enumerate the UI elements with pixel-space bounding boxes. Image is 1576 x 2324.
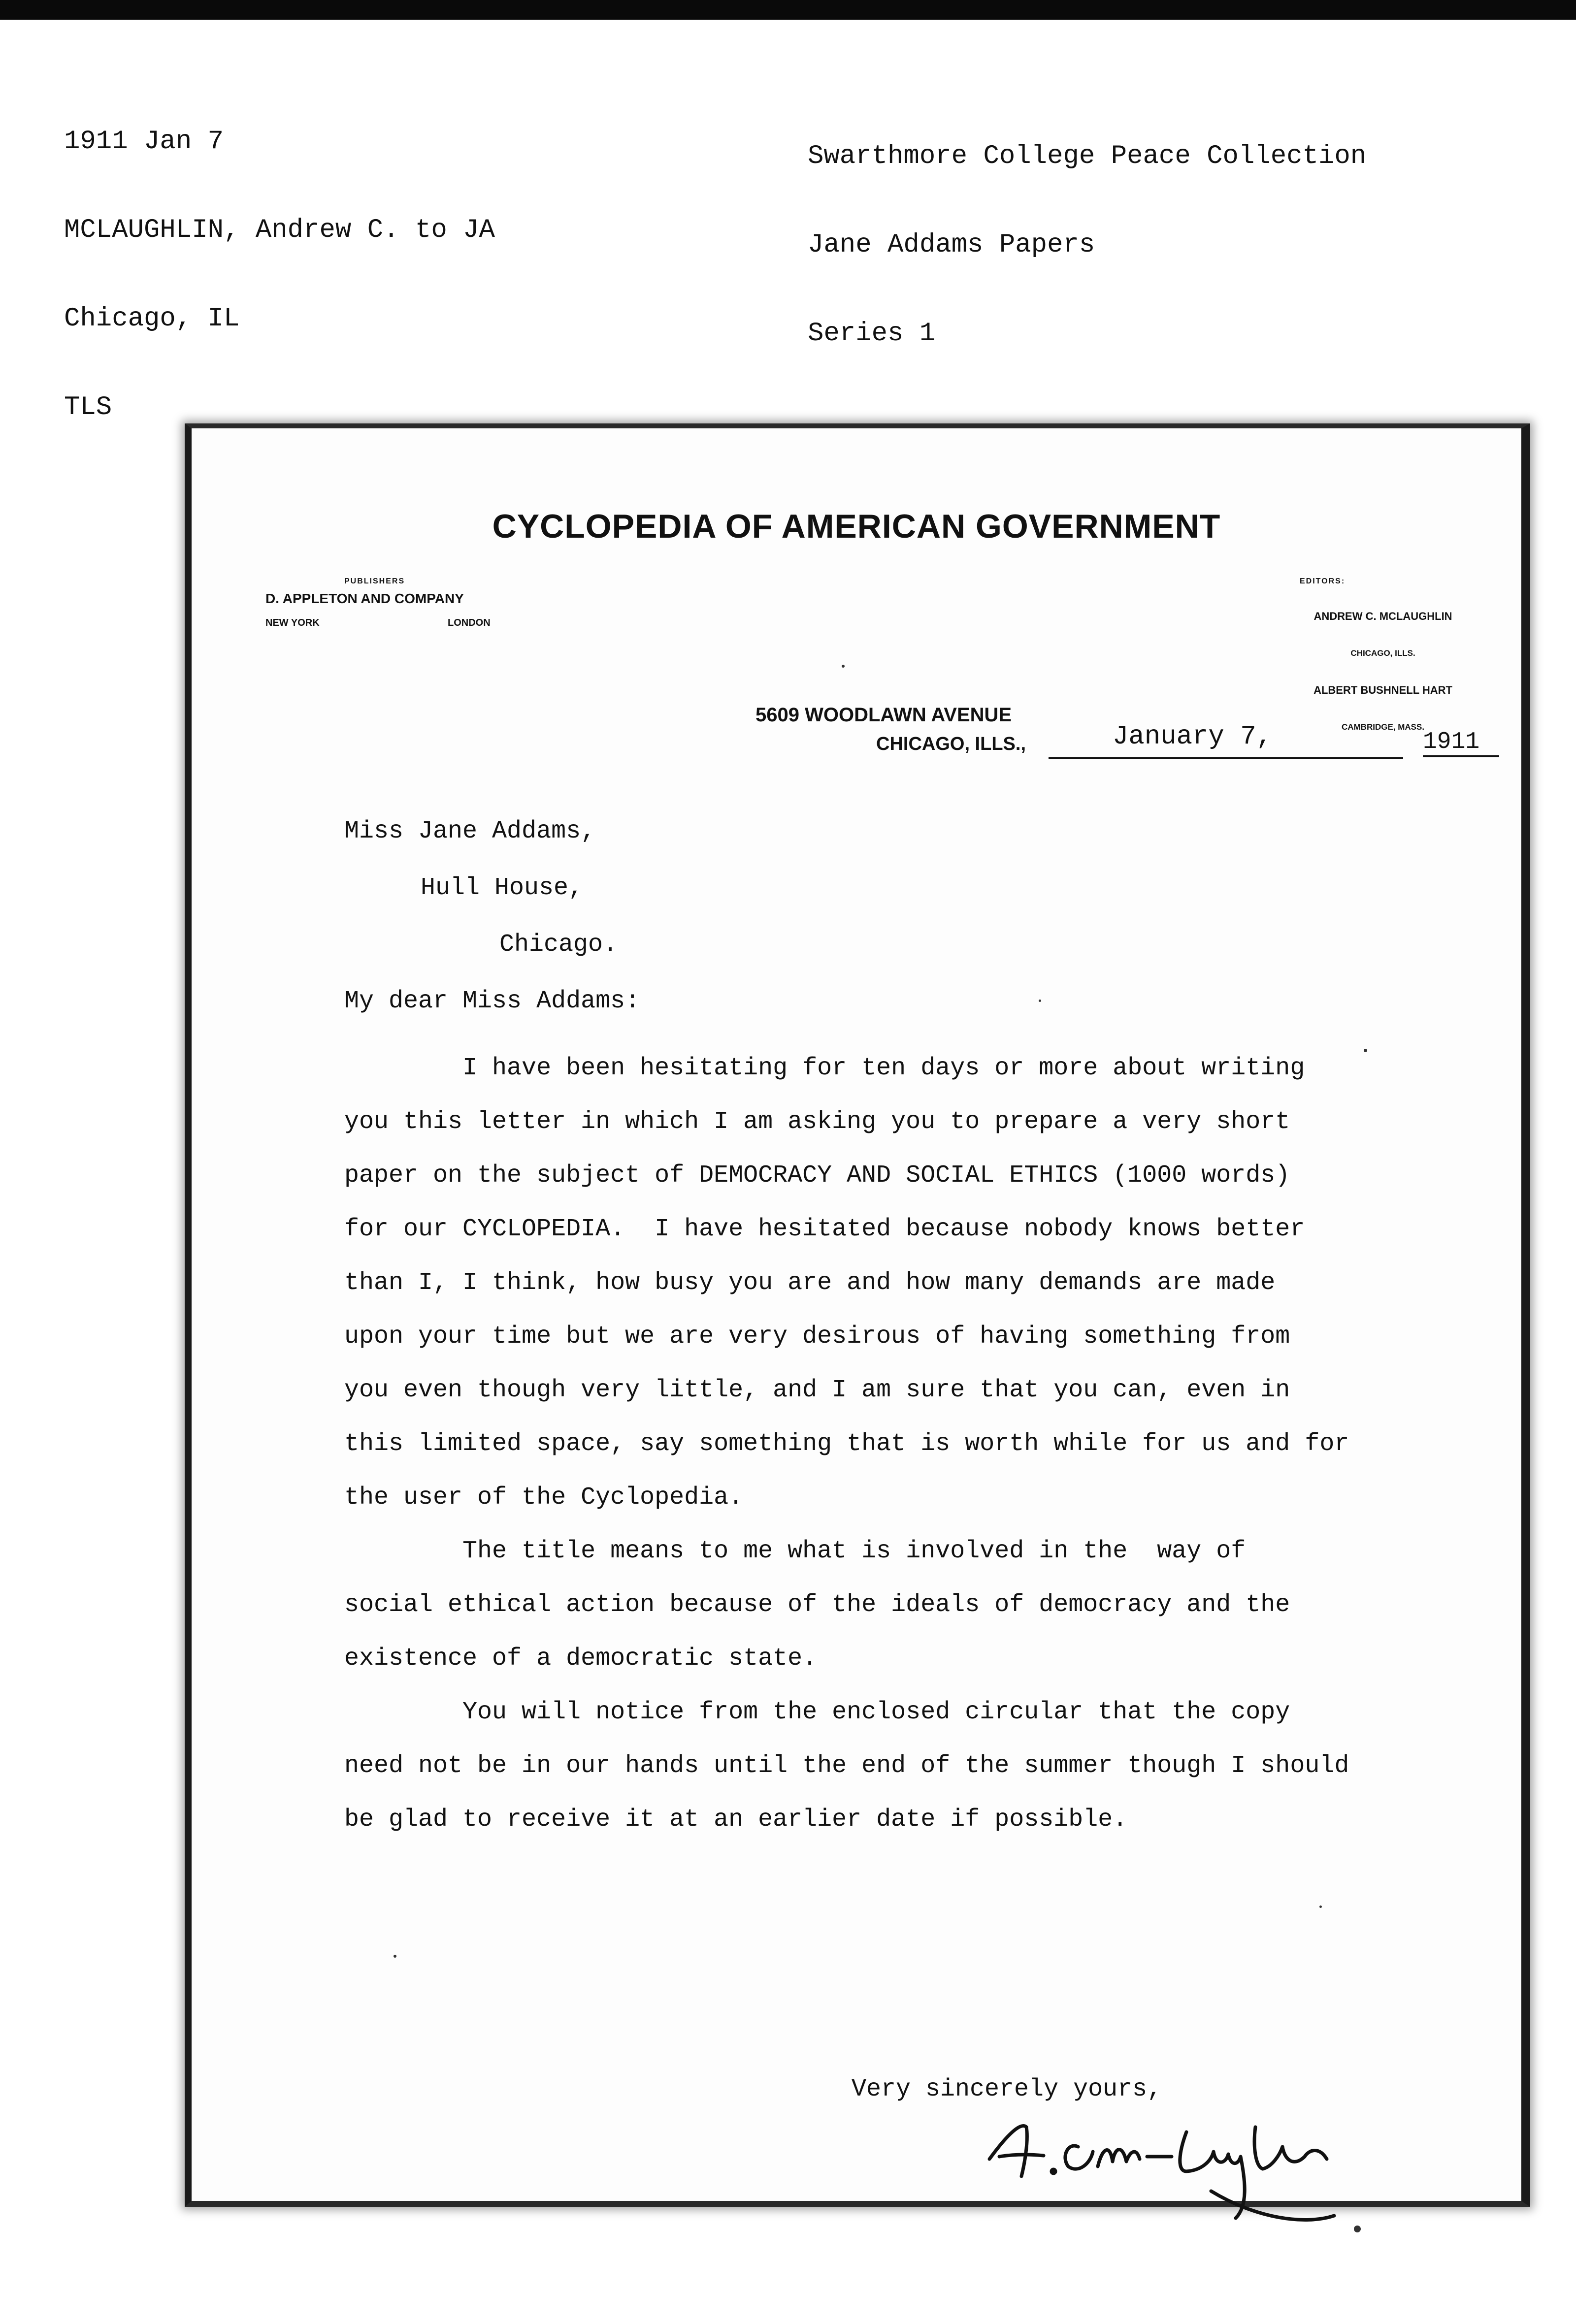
address-street: 5609 WOODLAWN AVENUE <box>755 704 1012 726</box>
catalog-place: Chicago, IL <box>64 304 240 334</box>
body-line: you this letter in which I am asking you to prepare a very short <box>344 1108 1290 1136</box>
scan-speckle <box>1354 2226 1361 2232</box>
body-line: I have been hesitating for ten days or more about writing <box>344 1054 1305 1082</box>
body-line: the user of the Cyclopedia. <box>344 1484 744 1512</box>
scan-speckle <box>1319 1905 1322 1908</box>
letter-body <box>344 1041 1349 1846</box>
series-name: Series 1 <box>808 319 936 349</box>
closing: Very sincerely yours, <box>852 2075 1162 2103</box>
handwritten-signature <box>980 2112 1364 2230</box>
body-line: upon your time but we are very desirous of having something from <box>344 1323 1290 1351</box>
publishers-label: PUBLISHERS <box>344 577 405 585</box>
body-line: you even though very little, and I am sure that you can, even in <box>344 1376 1290 1404</box>
address-city: CHICAGO, ILLS., <box>876 734 1026 754</box>
editor-name: ALBERT BUSHNELL HART <box>1313 684 1452 696</box>
body-line: than I, I think, how busy you are and how many demands are made <box>344 1269 1276 1297</box>
letterhead-title: CYCLOPEDIA OF AMERICAN GOVERNMENT <box>492 508 1221 545</box>
editor-place: CAMBRIDGE, MASS. <box>1341 722 1425 732</box>
publisher-city-london: LONDON <box>448 617 491 628</box>
editor-place: CHICAGO, ILLS. <box>1350 648 1415 658</box>
scan-speckle <box>842 665 845 668</box>
editor-name: ANDREW C. MCLAUGHLIN <box>1313 610 1452 622</box>
catalog-label-right <box>808 83 1366 378</box>
catalog-label-left <box>64 68 495 452</box>
publisher-city-new-york: NEW YORK <box>265 617 320 628</box>
editors-label: EDITORS: <box>1300 577 1346 585</box>
body-line: this limited space, say something that is worth while for us and for <box>344 1430 1349 1458</box>
scan-speckle <box>394 1955 396 1958</box>
catalog-correspondents: MCLAUGHLIN, Andrew C. to JA <box>64 215 495 245</box>
collection-name: Swarthmore College Peace Collection <box>808 141 1367 171</box>
body-line: social ethical action because of the ideals of democracy and the <box>344 1591 1290 1619</box>
body-line: need not be in our hands until the end of the summer though I should <box>344 1752 1349 1780</box>
catalog-doc-type: TLS <box>64 392 112 422</box>
addressee-street: Hull House, <box>421 874 584 902</box>
scan-speckle <box>1364 1049 1367 1052</box>
addressee-name: Miss Jane Addams, <box>344 817 596 845</box>
catalog-date: 1911 Jan 7 <box>64 127 224 157</box>
papers-name: Jane Addams Papers <box>808 230 1095 260</box>
body-line: paper on the subject of DEMOCRACY AND SOCIAL ETHICS (1000 words) <box>344 1162 1290 1190</box>
body-line: be glad to receive it at an earlier date if possible. <box>344 1806 1128 1834</box>
body-line: The title means to me what is involved in the way of <box>344 1537 1246 1565</box>
letter-year: 1911 <box>1423 729 1499 757</box>
scan-top-edge <box>0 0 1576 20</box>
publisher-name: D. APPLETON AND COMPANY <box>265 591 464 606</box>
body-line: existence of a democratic state. <box>344 1645 818 1673</box>
letter-sheet <box>185 423 1530 2207</box>
letter-date: January 7, <box>1113 722 1273 752</box>
body-line: You will notice from the enclosed circular that the copy <box>344 1698 1290 1726</box>
addressee-city: Chicago. <box>499 931 618 959</box>
salutation: My dear Miss Addams: <box>344 987 640 1015</box>
scan-speckle <box>1039 1000 1041 1002</box>
body-line: for our CYCLOPEDIA. I have hesitated because nobody knows better <box>344 1215 1305 1243</box>
